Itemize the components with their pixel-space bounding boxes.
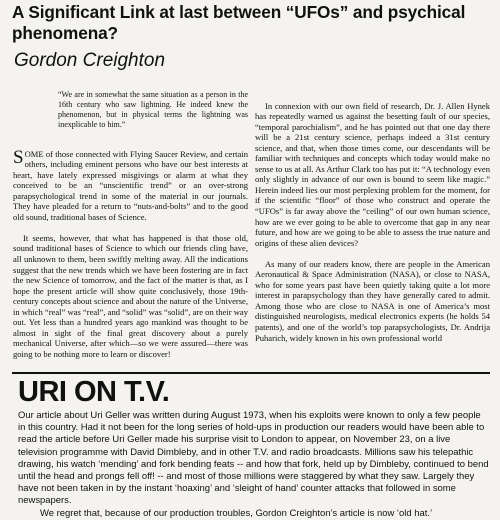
epigraph-quote: “We are in somewhat the same situation as a person in the 16th century who saw lightning. He indeed knew the phenomenon, but in physical terms the lightning was inexplicable to him.” <box>58 90 248 129</box>
article-title: A Significant Link at last between “UFOs” and psychical phenomena? <box>12 2 466 43</box>
article-author: Gordon Creighton <box>14 50 166 71</box>
left-paragraph-1-text: OME of those connected with Flying Saucer Review, and certain others, including eminent persons who have our best interests at heart, have lately expressed misgivings or alarm at what they conceived to be an “unscientific trend” or an over-strong parapsychological trend in some of the material in our journals. They have pleaded for a return to “nuts-and-bolts” and to the good old sound, traditional bases of Science. <box>13 148 248 222</box>
right-paragraph-1: In connexion with our own field of research, Dr. J. Allen Hynek has repeatedly warned us against the besetting fault of our species, “temporal parochialism”, and he has pointed out that one day there will be a 21st century science, perhaps indeed a 31st century science, and that, when those times come, our descendants will be familiar with techniques and concepts which today would make no sense to us at all. As Arthur Clark too has put it: “A technology even only slightly in advance of our own is bound to seem like magic.” Herein indeed lies our most perplexing problem for the moment, for if the scientific “floor” of those who construct and operate the “UFOs” is far away above the “ceiling” of our own human science, how are we ever going to be able to overcome that gap in any near future, and how are we going to be able to assess the true nature and origins of these alien devices? <box>255 100 490 248</box>
uri-paragraph-2: We regret that, because of our production troubles, Gordon Creighton’s article is now ‘old hat.’ <box>40 507 433 519</box>
left-paragraph-2: It seems, however, that what has happened is that those old, sound traditional bases of Science to which our friends cling have, all unknown to them, been swiftly melting away. All the indications suggest that the new trends which we have been fostering are in fact the new Science of tomorrow, and the fact of the matter is that, as I hope the present article will show quite conclusively, those 19th-century concepts about science and about the nature of the Universe, in which “real” was “real”, and “solid” was “solid”, are on their way out. Yet less than a hundred years ago mankind was thought to be almost in sight of the final great discovery about a purely mechanical Universe, after which—so we were assured—there was going to be nothing more to learn or discover! <box>13 232 248 359</box>
left-column <box>13 138 248 370</box>
uri-paragraph-1: Our article about Uri Geller was written during August 1973, when his exploits were known to only a few people in this country. Had it not been for the long series of hold-ups in production our readers would have been able to read the article before Uri Geller made his surprise visit to London to appear, on November 23, on a live television programme with David Dimbleby, and in other T.V. and radio broadcasts. Millions saw his telepathic drawing, his watch ‘mending’ and fork bending feats -- and how that fork, held up by Dimbleby, continued to bend until the head and prongs fell off! -- and most of those millions were staggered by what they saw. Largely they have not been taken in by the instant ‘hoaxing’ and ‘sleight of hand’ counter attacks that followed in some newspapers. <box>18 410 489 507</box>
section-divider <box>12 372 490 374</box>
right-column <box>255 90 490 354</box>
left-paragraph-1 <box>13 146 248 223</box>
uri-section-title: URI ON T.V. <box>18 376 170 408</box>
right-paragraph-2: As many of our readers know, there are people in the American Aeronautical & Space Administration (NASA), or close to NASA, who for some years past have been quietly taking quite a lot more interest in parapsychology than they have generally cared to admit. Among those who are close to NASA is one of America’s most distinguished neurologists, medical electronics experts (he holds 54 patents), and one of the world’s top parapsychologists, Dr. Andrija Puharich, widely known in his own professional world <box>255 258 490 343</box>
drop-cap: S <box>13 146 24 168</box>
uri-section-body <box>18 410 490 520</box>
